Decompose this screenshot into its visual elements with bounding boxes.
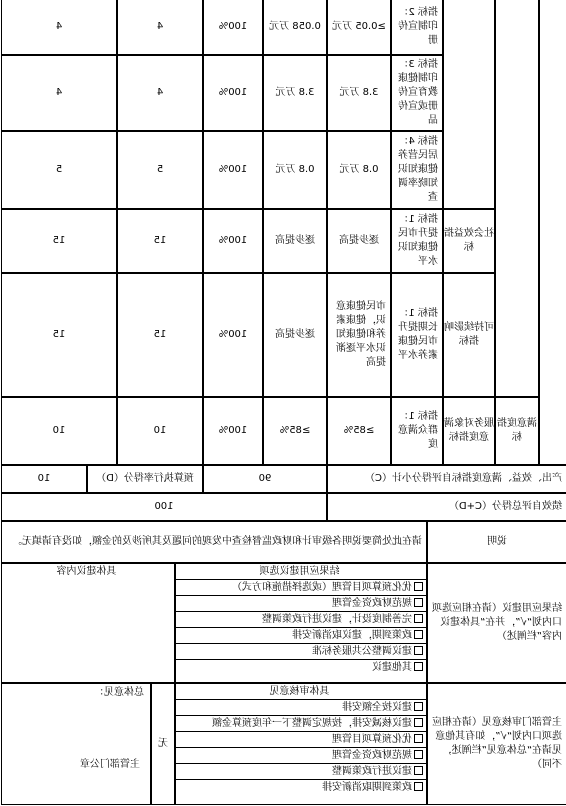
indicator-target-5: ≥85% <box>327 397 391 465</box>
dept-option[interactable]: 规范财政资金管理 <box>176 748 426 764</box>
big-group-cell <box>495 397 539 465</box>
big-group-label: 满意度指标 <box>497 418 537 443</box>
checkbox-icon[interactable] <box>414 702 423 711</box>
dept-stamp: 主管部门公章 <box>80 759 140 770</box>
indicator-label-4: 指标 1：长期提升市民健康素养水平 <box>391 273 443 397</box>
category-col-inner <box>495 0 539 397</box>
indicator-target-3: 逐步提高 <box>327 209 391 273</box>
result-option[interactable]: 优化预算项目管理（或选择措施和方式） <box>176 580 426 596</box>
result-option[interactable]: 政策到期，建议取消新安排 <box>176 628 426 644</box>
result-label: 结果应用建议（请在相应选项口内划“√”，并在“具体建议内容”栏阐述） <box>427 563 566 683</box>
indicator-actual-4: 逐步提高 <box>263 273 327 397</box>
dept-none: 无 <box>151 683 175 805</box>
indicator-label-3: 指标 1：提升市民健康知识水平 <box>391 209 443 273</box>
result-option[interactable]: 建议调整公共服务标准 <box>176 644 426 660</box>
indicator-self-0: 4 <box>1 0 117 55</box>
indicator-self-3: 15 <box>1 209 117 273</box>
checkbox-icon[interactable] <box>414 766 423 775</box>
indicator-rate-2: 100% <box>203 131 263 209</box>
group-cell-social: 社会效益指标 <box>443 209 495 273</box>
result-option[interactable]: 完善制度设计，建议进行政策调整 <box>176 612 426 628</box>
result-options <box>175 563 427 683</box>
summary-subtotal-value: 90 <box>203 465 327 493</box>
indicator-rate-5: 100% <box>203 397 263 465</box>
indicator-target-2: 0.8 万元 <box>327 131 391 209</box>
checkbox-icon[interactable] <box>414 734 423 743</box>
indicator-actual-3: 逐步提高 <box>263 209 327 273</box>
indicator-label-5: 指标 1：群众满意度 <box>391 397 443 465</box>
summary-total-value: 100 <box>1 493 327 521</box>
dept-options <box>175 683 427 805</box>
indicator-self-5: 10 <box>1 397 117 465</box>
indicator-weight-2: 5 <box>117 131 203 209</box>
indicator-target-4: 市民健康意识，健康素养和健康知识水平逐渐提高 <box>327 273 391 397</box>
dept-option[interactable]: 建议核减安排，按规定调整下一年度预算金额 <box>176 716 426 732</box>
summary-budget-label: 预算执行率得分（D） <box>87 465 203 493</box>
result-option[interactable]: 其他建议 <box>176 660 426 675</box>
indicator-rate-4: 100% <box>203 273 263 397</box>
result-option[interactable]: 规范财政资金管理 <box>176 596 426 612</box>
group-cell-sustain: 可持续影响指标 <box>443 273 495 397</box>
summary-subtotal-label: 产出、效益、满意度指标自评得分小计（C） <box>327 465 566 493</box>
category-col-outer <box>539 0 566 465</box>
summary-total-label: 绩效自评总得分（C+D） <box>327 493 566 521</box>
indicator-rate-3: 100% <box>203 209 263 273</box>
dept-overall <box>1 683 151 805</box>
indicator-actual-0: 0.058 万元 <box>263 0 327 55</box>
dept-option[interactable]: 建议按全额安排 <box>176 700 426 716</box>
indicator-actual-2: 0.8 万元 <box>263 131 327 209</box>
group-col-top <box>443 0 495 209</box>
checkbox-icon[interactable] <box>414 718 423 727</box>
indicator-weight-3: 15 <box>117 209 203 273</box>
indicator-weight-1: 4 <box>117 55 203 131</box>
result-options-header: 结果应用建议选项 <box>176 564 426 580</box>
checkbox-icon[interactable] <box>414 646 423 655</box>
indicator-rate-1: 100% <box>203 55 263 131</box>
checkbox-icon[interactable] <box>414 782 423 791</box>
indicator-weight-0: 4 <box>117 0 203 55</box>
checkbox-icon[interactable] <box>414 662 423 671</box>
indicator-label-2: 指标 4：居民营养健康知识知晓率调查 <box>391 131 443 209</box>
note-text: 请在此处简要说明各级审计和财政监督检查中发现的问题及其所涉及的金额，如没有请填无。 <box>1 521 427 563</box>
checkbox-icon[interactable] <box>414 630 423 639</box>
dept-option[interactable]: 政策到期取消新安排 <box>176 780 426 795</box>
note-label: 说明 <box>427 521 566 563</box>
indicator-self-1: 4 <box>1 55 117 131</box>
dept-label: 主管部门审核意见（请在相应选项口内划“√”，如有其他意见请在“总体意见”栏阐述，不同） <box>427 683 566 805</box>
indicator-rate-0: 100% <box>203 0 263 55</box>
indicator-actual-5: ≥85% <box>263 397 327 465</box>
dept-options-header: 具体审核意见 <box>176 684 426 700</box>
indicator-actual-1: 3.8 万元 <box>263 55 327 131</box>
checkbox-icon[interactable] <box>414 598 423 607</box>
result-content-header: 具体建议内容 <box>56 566 117 577</box>
indicator-target-0: ≥0.05 万元 <box>327 0 391 55</box>
indicator-weight-5: 10 <box>117 397 203 465</box>
indicator-self-2: 5 <box>1 131 117 209</box>
checkbox-icon[interactable] <box>414 750 423 759</box>
dept-option[interactable]: 建议进行政策调整 <box>176 764 426 780</box>
checkbox-icon[interactable] <box>414 582 423 591</box>
indicator-label-0: 指标 2：印制宣传册 <box>391 0 443 55</box>
indicator-weight-4: 15 <box>117 273 203 397</box>
indicator-target-1: 3.8 万元 <box>327 55 391 131</box>
dept-overall-label: 总体意见： <box>94 687 144 698</box>
checkbox-icon[interactable] <box>414 614 423 623</box>
dept-option[interactable]: 优化预算项目管理 <box>176 732 426 748</box>
result-content <box>1 563 175 683</box>
indicator-self-4: 15 <box>1 273 117 397</box>
indicator-label-1: 指标 3：印制健康教育宣传册或宣传品 <box>391 55 443 131</box>
summary-budget-value: 10 <box>1 465 87 493</box>
group-cell-service: 服务对象满意度指标 <box>443 397 495 465</box>
